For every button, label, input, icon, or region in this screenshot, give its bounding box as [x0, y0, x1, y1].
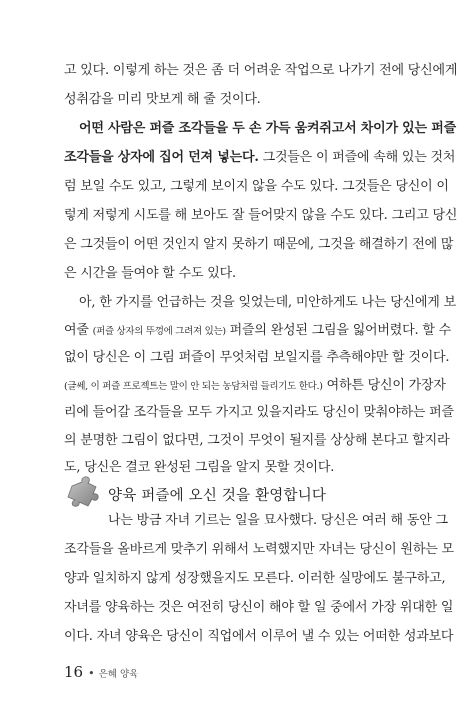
- paragraph-3-line-3: 없이 당신은 이 그림 퍼즐이 무엇처럼 보일지를 추측해야만 할 것이다.: [64, 350, 450, 365]
- paragraph-4-line-3: 양과 일치하지 않게 성장했을지도 모른다. 이러한 실망에도 불구하고,: [64, 571, 446, 586]
- paragraph-3-line-2-rest: 퍼즐의 완성된 그림을 잃어버렸다. 할 수: [225, 322, 452, 338]
- paragraph-3-line-2-start: 여줄: [64, 322, 93, 338]
- paragraph-2-line-4: 렇게 저렇게 시도를 해 보아도 잘 들어맞지 않을 수도 있다. 그리고 당신: [64, 208, 458, 223]
- paragraph-4-line-2: 조각들을 올바르게 맞추기 위해서 노력했지만 자녀는 당신이 원하는 모: [64, 542, 454, 557]
- paragraph-3-inline-note: (퍼즐 상자의 뚜껑에 그려져 있는): [92, 325, 226, 337]
- paragraph-3-line-6: 의 분명한 그림이 없다면, 그것이 무엇이 될지를 상상해 본다고 할지라: [64, 432, 450, 448]
- paragraph-4-line-1: 나는 방금 자녀 기르는 일을 묘사했다. 당신은 여러 해 동안 그: [108, 513, 448, 528]
- paragraph-3-line-1: 아, 한 가지를 언급하는 것을 잊었는데, 미안하게도 나는 당신에게 보: [79, 295, 456, 310]
- paragraph-2-line-2-bold: 조각들을 상자에 집어 던져 넣는다.: [64, 150, 259, 165]
- book-title: 은혜 양육: [98, 669, 139, 680]
- page-number: 16: [64, 663, 84, 681]
- paragraph-3-line-7: 도, 당신은 결코 완성된 그림을 알지 못할 것이다.: [64, 460, 335, 475]
- paragraph-2-line-2-rest: 그것들은 이 퍼즐에 속해 있는 것처: [258, 150, 456, 165]
- paragraph-2-line-3: 럼 보일 수도 있고, 그렇게 보이지 않을 수도 있다. 그것들은 당신이 이: [64, 179, 449, 194]
- paragraph-2-line-1: 어떤 사람은 퍼즐 조각들을 두 손 가득 움켜쥐고서 차이가 있는 퍼즐: [79, 121, 456, 136]
- paragraph-4-line-4: 자녀를 양육하는 것은 여전히 당신이 해야 할 일 중에서 가장 위대한 일: [64, 600, 454, 615]
- paragraph-3-aside-note: (글쎄, 이 퍼즐 프로젝트는 말이 안 되는 농담처럼 들리기도 한다.): [64, 380, 323, 392]
- section-heading: 양육 퍼즐에 오신 것을 환영합니다: [108, 488, 327, 504]
- paragraph-3-line-2: [64, 322, 451, 341]
- paragraph-3-line-5: 리에 들어갈 조각들을 모두 가지고 있을지라도 당신이 맞춰야하는 퍼즐: [64, 405, 454, 420]
- paragraph-1-line-1: 고 있다. 이렇게 하는 것은 좀 더 어려운 작업으로 나가기 전에 당신에게: [64, 63, 458, 78]
- paragraph-4-line-5: 이다. 자녀 양육은 당신이 직업에서 이루어 낼 수 있는 어떠한 성과보다: [64, 629, 454, 644]
- footer-separator: •: [88, 667, 95, 680]
- paragraph-1-line-2: 성취감을 미리 맛보게 해 줄 것이다.: [64, 92, 261, 107]
- paragraph-3-line-4-rest: 여하튼 당신이 가장자: [322, 377, 446, 393]
- paragraph-2-line-5: 은 그것들이 어떤 것인지 알지 못하기 때문에, 그것을 해결하기 전에 많: [64, 237, 454, 252]
- paragraph-2-line-6: 은 시간을 들여야 할 수도 있다.: [64, 266, 236, 281]
- paragraph-2-line-2: [64, 149, 455, 167]
- page-footer: [64, 662, 138, 681]
- puzzle-piece-icon: [66, 474, 106, 510]
- paragraph-3-line-4: [64, 377, 446, 396]
